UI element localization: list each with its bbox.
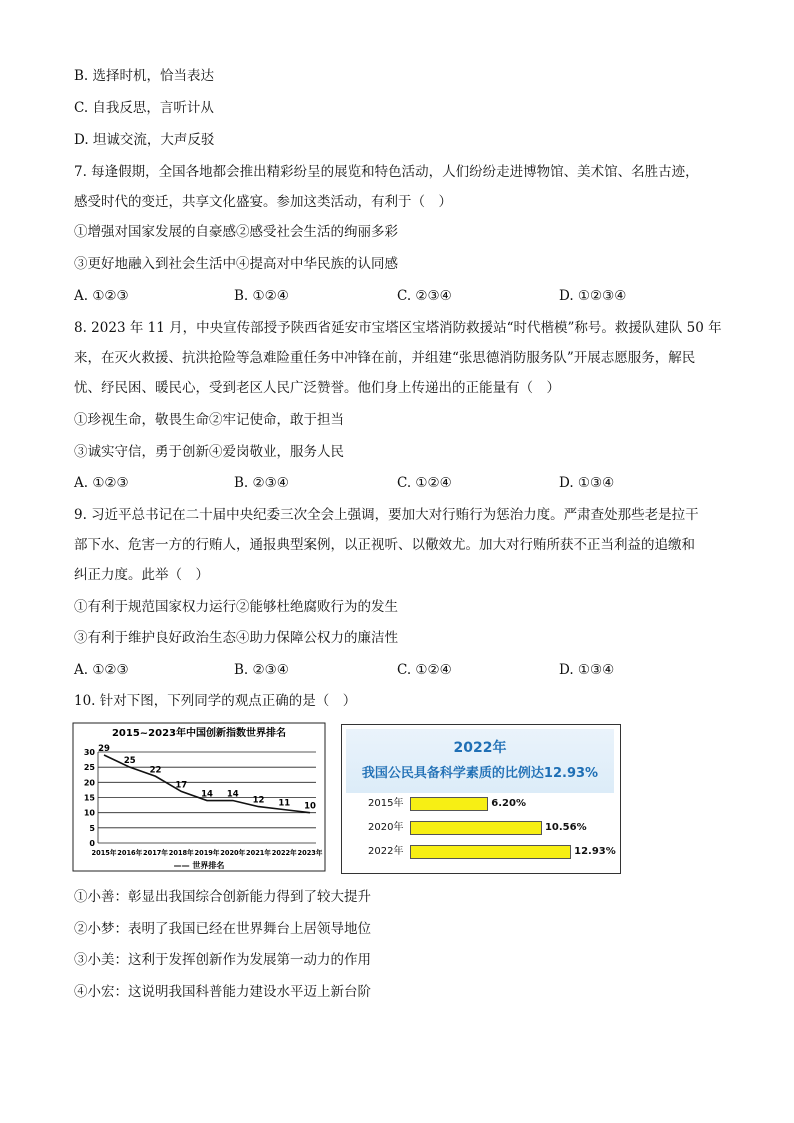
q9-item-1: ①有利于规范国家权力运行②能够杜绝腐败行为的发生 <box>74 599 398 615</box>
q10-item-2: ②小梦：表明了我国已经在世界舞台上居领导地位 <box>74 921 371 937</box>
q9-choice-a: A. ①②③ <box>74 662 129 678</box>
chart2-row <box>342 845 620 859</box>
chart2-header <box>346 729 614 793</box>
q6-option-d: D. 坦诚交流，大声反驳 <box>74 132 215 148</box>
q9-stem-line-2: 部下水、危害一方的行贿人，通报典型案例，以正视听、以儆效尤。加大对行贿所获不正当利益的追缴和 <box>74 537 695 553</box>
chart2-category-label: 2022年 <box>368 846 404 857</box>
q8-choice-d: D. ①③④ <box>559 475 615 491</box>
q10-item-4: ④小宏：这说明我国科普能力建设水平迈上新台阶 <box>74 984 371 1000</box>
chart2-bar <box>410 821 542 835</box>
q6-option-c: C. 自我反思，言听计从 <box>74 100 214 116</box>
chart1-y-tick: 15 <box>83 793 95 803</box>
q9-choice-c: C. ①②④ <box>397 662 452 678</box>
chart1-data-label: 14 <box>226 789 239 800</box>
q7-item-1: ①增强对国家发展的自豪感②感受社会生活的绚丽多彩 <box>74 224 398 240</box>
chart2-bar <box>410 845 571 859</box>
chart1-x-tick: 2015年 <box>91 849 117 857</box>
chart1-data-label: 17 <box>175 780 188 791</box>
chart1-title: 2015~2023年中国创新指数世界排名 <box>111 728 287 739</box>
q7-item-2: ③更好地融入到社会生活中④提高对中华民族的认同感 <box>74 256 398 272</box>
chart1-x-tick: 2021年 <box>246 849 271 857</box>
q10-item-3: ③小美：这利于发挥创新作为发展第一动力的作用 <box>74 952 371 968</box>
chart2-category-label: 2015年 <box>368 798 404 809</box>
chart2-row <box>342 797 620 811</box>
chart2-year: 2022年 <box>453 740 507 756</box>
chart1-data-label: 10 <box>304 801 316 812</box>
q8-stem-line-3: 忧、纾民困、暖民心，受到老区人民广泛赞誉。他们身上传递出的正能量有（ ） <box>74 380 560 396</box>
q8-choice-b: B. ②③④ <box>234 475 289 491</box>
chart1-x-tick: 2016年 <box>117 849 143 857</box>
q8-stem-line-2: 来，在灭火救援、抗洪抢险等急难险重任务中冲锋在前，并组建“张思德消防服务队”开展志愿服务，解民 <box>74 350 696 366</box>
q10-item-1: ①小善：彰显出我国综合创新能力得到了较大提升 <box>74 889 371 905</box>
chart2-bar <box>410 797 488 811</box>
chart1-y-tick: 10 <box>83 808 95 818</box>
chart2-value-label: 6.20% <box>491 798 526 809</box>
chart1-x-tick: 2018年 <box>168 849 194 857</box>
q9-stem-line-1: 9. 习近平总书记在二十届中央纪委三次全会上强调，要加大对行贿行为惩治力度。严肃查处那些老是拉干 <box>74 507 699 523</box>
q9-item-2: ③有利于维护良好政治生态④助力保障公权力的廉洁性 <box>74 630 398 646</box>
q9-choice-d: D. ①③④ <box>559 662 615 678</box>
chart1-y-tick: 30 <box>83 748 95 757</box>
q8-stem-line-1: 8. 2023 年 11 月，中央宣传部授予陕西省延安市宝塔区宝塔消防救援站“时代楷模”称号。救援队建队 50 年 <box>74 320 722 336</box>
chart1-y-tick: 20 <box>83 778 95 788</box>
chart1-legend: —— 世界排名 <box>173 861 225 870</box>
q9-choices <box>74 660 754 680</box>
chart1-data-label: 14 <box>201 789 213 800</box>
chart1-data-label: 22 <box>149 765 162 776</box>
q7-choice-c: C. ②③④ <box>397 288 452 304</box>
q8-choice-a: A. ①②③ <box>74 475 129 491</box>
chart1-y-tick: 25 <box>83 763 95 773</box>
q7-choice-a: A. ①②③ <box>74 288 129 304</box>
chart1-x-tick: 2022年 <box>271 849 297 857</box>
q7-stem-line-1: 7. 每逢假期，全国各地都会推出精彩纷呈的展览和特色活动，人们纷纷走进博物馆、美术馆、名胜古迹， <box>74 164 699 180</box>
chart1-y-tick: 5 <box>89 823 95 833</box>
q8-item-1: ①珍视生命，敬畏生命②牢记使命，敢于担当 <box>74 412 344 428</box>
chart2-category-label: 2020年 <box>368 822 404 833</box>
chart1-data-label: 25 <box>123 756 136 767</box>
chart1-x-tick: 2017年 <box>143 849 168 857</box>
chart1-data-label: 11 <box>278 798 291 809</box>
science-literacy-bar-chart <box>341 724 621 874</box>
q7-stem-line-2: 感受时代的变迁，共享文化盛宴。参加这类活动，有利于（ ） <box>74 194 452 210</box>
chart1-y-tick: 0 <box>89 839 95 848</box>
chart1-data-label: 12 <box>252 795 265 806</box>
q8-choice-c: C. ①②④ <box>397 475 452 491</box>
q7-choices <box>74 286 754 306</box>
q6-option-b: B. 选择时机，恰当表达 <box>74 68 215 84</box>
q7-choice-d: D. ①②③④ <box>559 288 627 304</box>
innovation-ranking-line-chart <box>72 722 326 872</box>
chart1-x-ticks <box>92 848 323 857</box>
chart1-data-label: 29 <box>98 744 110 755</box>
chart1-x-tick: 2019年 <box>194 849 220 857</box>
q8-choices <box>74 473 754 493</box>
chart2-value-label: 12.93% <box>574 846 616 857</box>
q8-item-2: ③诚实守信，勇于创新④爱岗敬业，服务人民 <box>74 444 344 460</box>
q10-stem: 10. 针对下图，下列同学的观点正确的是（ ） <box>74 693 357 709</box>
chart1-x-tick: 2023年 <box>297 849 323 857</box>
q9-stem-line-3: 纠正力度。此举（ ） <box>74 567 209 583</box>
chart1-x-tick: 2020年 <box>220 849 246 857</box>
q9-choice-b: B. ②③④ <box>234 662 289 678</box>
chart2-title: 我国公民具备科学素质的比例达12.93% <box>361 766 599 781</box>
q7-choice-b: B. ①②④ <box>234 288 289 304</box>
chart2-row <box>342 821 620 835</box>
chart2-value-label: 10.56% <box>544 822 587 833</box>
